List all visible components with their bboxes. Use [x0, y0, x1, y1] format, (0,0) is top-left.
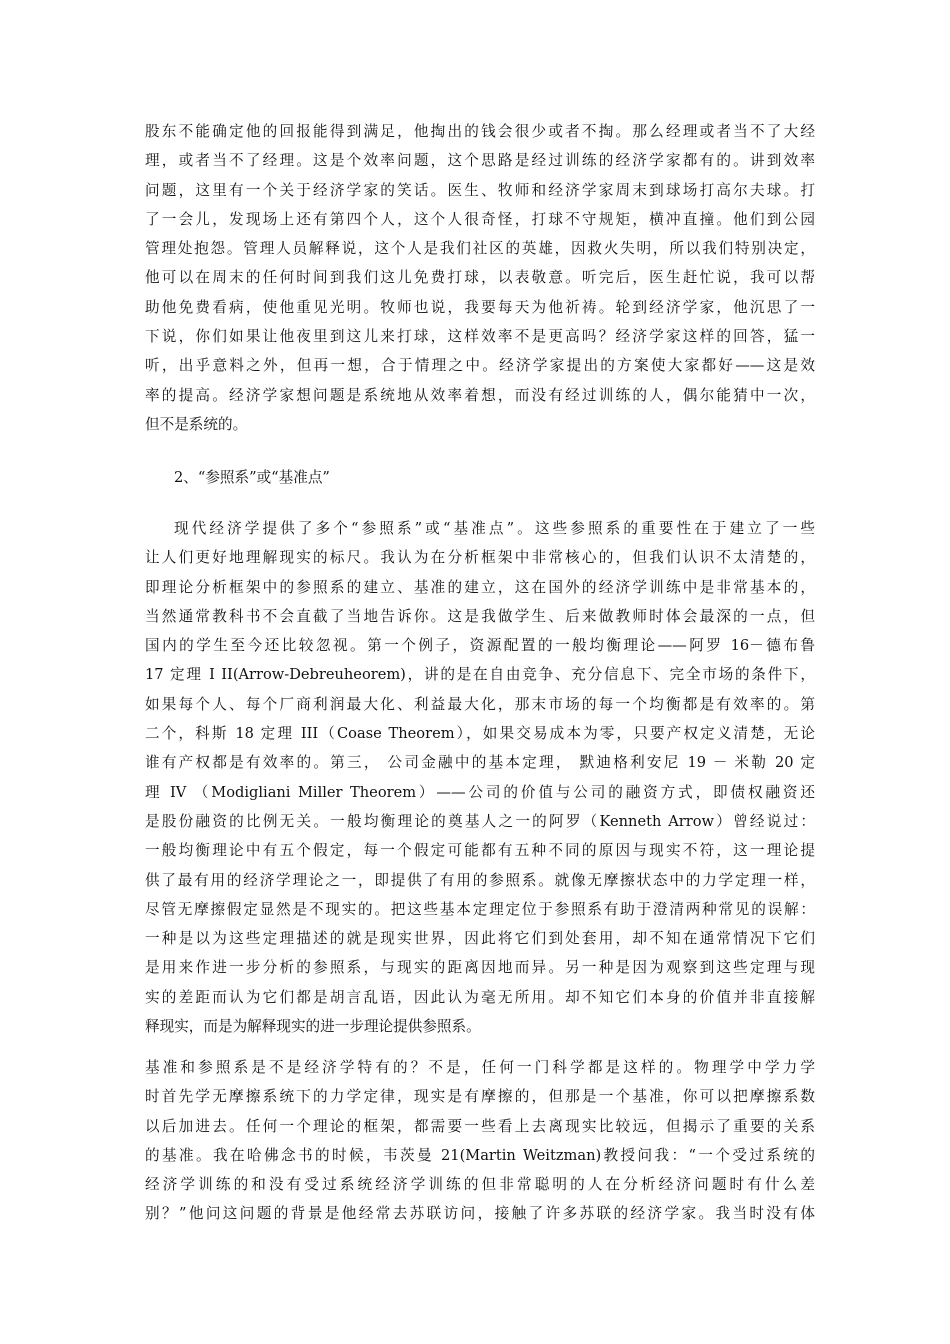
paragraph-1	[145, 117, 815, 439]
paragraph-line: 率的提高。经济学家想问题是系统地从效率着想，而没有经过训练的人，偶尔能猜中一次，	[145, 386, 815, 404]
paragraph-line: 股东不能确定他的回报能得到满足，他掏出的钱会很少或者不掏。那么经理或者当不了大经	[145, 123, 815, 140]
paragraph-line: 了一会儿，发现场上还有第四个人，这个人很奇怪，打球不守规矩，横冲直撞。他们到公园	[145, 210, 815, 228]
section-heading: 2、“参照系”或“基准点”	[174, 469, 330, 486]
paragraph-3	[145, 1053, 815, 1229]
paragraph-line: 即理论分析框架中的参照系的建立、基准的建立，这在国外的经济学训练中是非常基本的，	[145, 578, 815, 596]
paragraph-line: 听，出乎意料之外，但再一想，合于情理之中。经济学家提出的方案使大家都好——这是效	[145, 357, 815, 375]
paragraph-line: 的基准。我在哈佛念书的时候，韦茨曼 21(Martin Weitzman)教授问我：“一个受过系统的	[145, 1146, 815, 1164]
paragraph-line: 时首先学无摩擦系统下的力学定律，现实是有摩擦的，但那是一个基准，你可以把摩擦系数	[145, 1088, 815, 1106]
paragraph-line: 助他免费看病，使他重见光明。牧师也说，我要每天为他祈祷。轮到经济学家，他沉思了一	[145, 298, 815, 316]
paragraph-line: 一种是以为这些定理描述的就是现实世界，因此将它们到处套用，却不知在通常情况下它们	[145, 930, 815, 948]
paragraph-line: 基准和参照系是不是经济学特有的？不是，任何一门科学都是这样的。物理学中学力学	[145, 1059, 815, 1076]
paragraph-line: 但不是系统的。	[145, 415, 248, 433]
paragraph-line: 尽管无摩擦假定显然是不现实的。把这些基本定理定位于参照系有助于澄清两种常见的误解：	[145, 900, 815, 918]
paragraph-line: 理，或者当不了经理。这是个效率问题，这个思路是经过训练的经济学家都有的。讲到效率	[145, 152, 815, 170]
paragraph-line: 理 IV （Modigliani Miller Theorem）——公司的价值与公司的融资方式，即债权融资还	[145, 783, 815, 801]
paragraph-line: 管理处抱怨。管理人员解释说，这个人是我们社区的英雄，因救火失明，所以我们特别决定，	[145, 240, 815, 258]
paragraph-line: 实的差距而认为它们都是胡言乱语，因此认为毫无所用。却不知它们本身的价值并非直接解	[145, 988, 815, 1006]
paragraph-line: 经济学训练的和没有受过系统经济学训练的但非常聪明的人在分析经济问题时有什么差	[145, 1176, 815, 1194]
paragraph-line: 是用来作进一步分析的参照系，与现实的距离因地而异。另一种是因为观察到这些定理与现	[145, 959, 815, 977]
paragraph-line: 供了最有用的经济学理论之一，即提供了有用的参照系。就像无摩擦状态中的力学定理一样，	[145, 871, 815, 889]
paragraph-line: 以后加进去。任何一个理论的框架，都需要一些看上去离现实比较远，但揭示了重要的关系	[145, 1117, 815, 1135]
paragraph-line: 17 定理 I II(Arrow-Debreuheorem)，讲的是在自由竞争、充分信息下、完全市场的条件下，	[145, 666, 815, 684]
paragraph-line: 下说，你们如果让他夜里到这儿来打球，这样效率不是更高吗？经济学家这样的回答，猛一	[145, 328, 815, 346]
paragraph-line: 如果每个人、每个厂商利润最大化、利益最大化，那末市场的每一个均衡都是有效率的。第	[145, 695, 815, 713]
paragraph-line: 二个，科斯 18 定理 III（Coase Theorem），如果交易成本为零，只要产权定义清楚，无论	[145, 725, 815, 743]
paragraph-line: 让人们更好地理解现实的标尺。我认为在分析框架中非常核心的，但我们认识不太清楚的，	[145, 549, 815, 567]
paragraph-line: 一般均衡理论中有五个假定，每一个假定可能都有五种不同的原因与现实不符，这一理论提	[145, 842, 815, 860]
paragraph-line: 是股份融资的比例无关。一般均衡理论的奠基人之一的阿罗（Kenneth Arrow）曾经说过：	[145, 812, 815, 830]
paragraph-line: 谁有产权都是有效率的。第三， 公司金融中的基本定理， 默迪格利安尼 19 － 米勒 20 定	[145, 754, 815, 772]
paragraph-line: 现代经济学提供了多个“参照系”或“基准点”。这些参照系的重要性在于建立了一些	[174, 520, 815, 537]
paragraph-line: 他可以在周末的任何时间到我们这儿免费打球，以表敬意。听完后，医生赶忙说，我可以帮	[145, 269, 815, 287]
paragraph-line: 别？”他问这问题的背景是他经常去苏联访问，接触了许多苏联的经济学家。我当时没有体	[145, 1205, 815, 1223]
paragraph-line: 释现实，而是为解释现实的进一步理论提供参照系。	[145, 1018, 481, 1036]
paragraph-line: 问题，这里有一个关于经济学家的笑话。医生、牧师和经济学家周末到球场打高尔夫球。打	[145, 181, 815, 199]
paragraph-line: 国内的学生至今还比较忽视。第一个例子，资源配置的一般均衡理论——阿罗 16－德布鲁	[145, 637, 815, 655]
paragraph-line: 当然通常教科书不会直截了当地告诉你。这是我做学生、后来做教师时体会最深的一点，但	[145, 607, 815, 625]
paragraph-2	[145, 514, 815, 1041]
